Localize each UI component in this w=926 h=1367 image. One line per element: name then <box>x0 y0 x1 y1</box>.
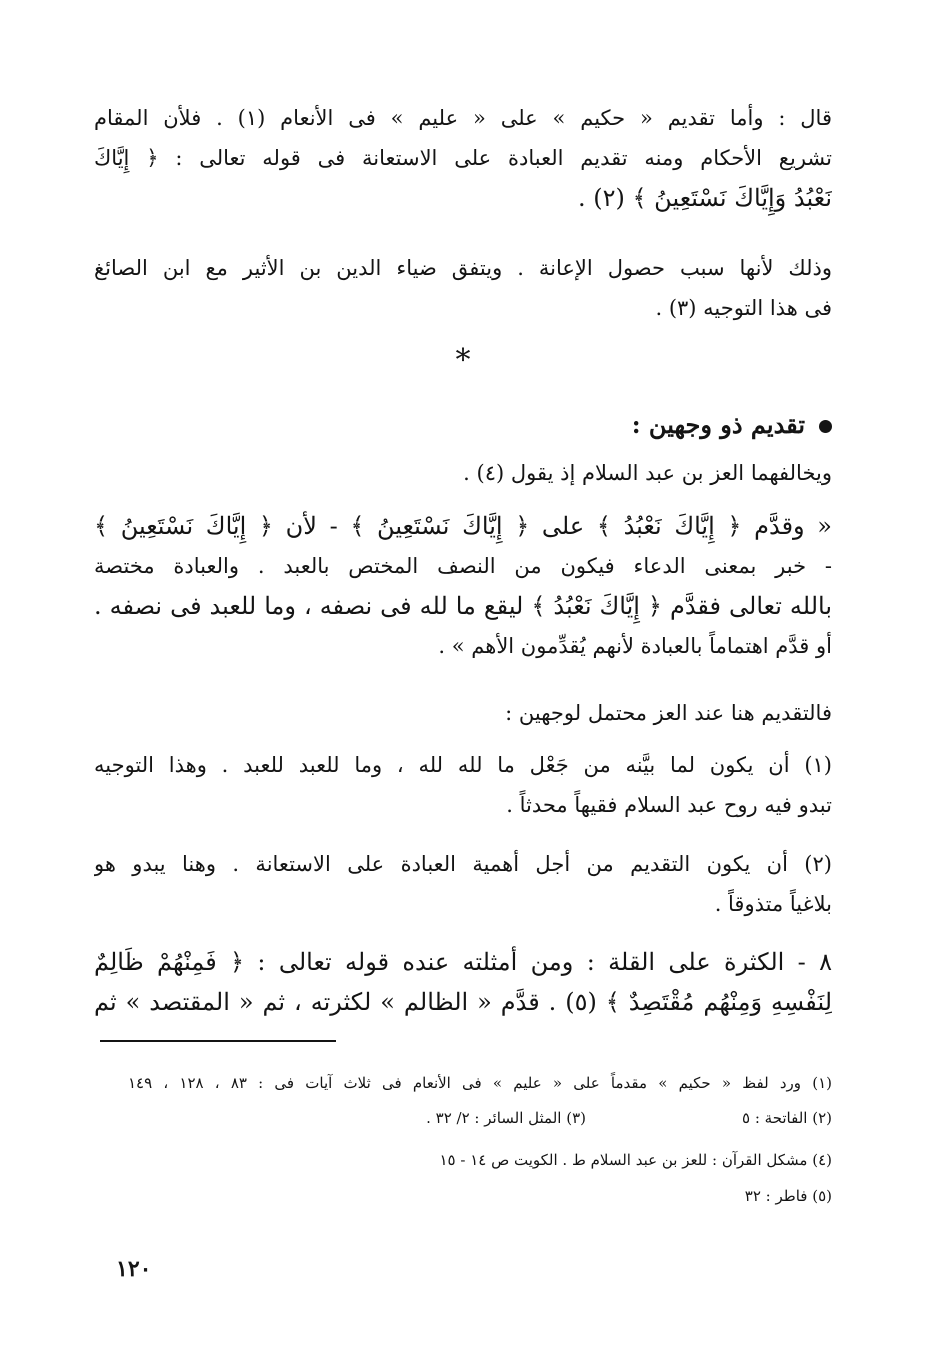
quran-verse-line: نَعْبُدُ وَإِيَّاكَ نَسْتَعِينُ ﴾ (٢) . <box>577 184 832 212</box>
text-line: - خبر بمعنى الدعاء فيكون من النصف المختص بالعبد . والعبادة مختصة <box>94 554 832 578</box>
footnote-separator <box>100 1040 336 1042</box>
paragraph-1 <box>94 98 832 218</box>
text-line: قال : وأما تقديم « حكيم » على « عليم » فى الأنعام (١) . فلأن المقام <box>94 106 832 130</box>
page-number: ١٢٠ <box>116 1256 152 1282</box>
text-line: تشريع الأحكام ومنه تقديم العبادة على الاستعانة فى قوله تعالى : ﴿ إِيَّاكَ <box>94 146 832 170</box>
heading-text: تقديم ذو وجهين : <box>631 410 805 439</box>
text-line: أو قدَّم اهتماماً بالعبادة لأنهم يُقدِّمون الأهم » . <box>438 634 832 658</box>
footnote-2: (٢) الفاتحة : ٥ <box>742 1109 832 1127</box>
bullet-icon <box>819 420 832 433</box>
text-line: ويخالفهما العز بن عبد السلام إذ يقول (٤) . <box>463 461 832 485</box>
text-line: تبدو فيه روح عبد السلام فقيهاً محدثاً . <box>506 793 832 817</box>
paragraph-8 <box>94 942 832 1022</box>
quotation-paragraph <box>94 506 832 666</box>
paragraph-2 <box>94 248 832 328</box>
text-line: فى هذا التوجيه (٣) . <box>655 296 832 320</box>
footnote-4: (٤) مشكل القرآن : للعز بن عبد السلام ط . الكويت ص ١٤ - ١٥ <box>439 1151 832 1169</box>
footnote-1: (١) ورد لفظ « حكيم » مقدماً على « عليم » فى الأنعام فى ثلاث آيات فى : ٨٣ ، ١٢٨ ، ١٤٩ <box>128 1074 832 1092</box>
section-separator-asterisk: * <box>455 343 471 378</box>
text-line: (١) أن يكون لما بيَّنه من جَعْل ما لله لله ، وما للعبد للعبد . وهذا التوجيه <box>94 753 832 777</box>
footnote-5: (٥) فاطر : ٣٢ <box>744 1187 832 1205</box>
text-line: بلاغياً متذوقاً . <box>714 892 832 916</box>
paragraph-7 <box>94 844 832 924</box>
quran-verse-line: لِنَفْسِهِ وَمِنْهُم مُقْتَصِدٌ ﴾ (٥) . قدَّم « الظالم » لكثرته ، ثم « المقتصد » ثم <box>94 988 832 1016</box>
text-line: فالتقديم هنا عند العز محتمل لوجهين : <box>505 701 832 725</box>
paragraph-3 <box>94 453 832 493</box>
text-line: (٢) أن يكون التقديم من أجل أهمية العبادة على الاستعانة . وهنا يبدو هو <box>94 852 832 876</box>
section-heading <box>632 405 832 445</box>
quran-verse-line: بالله تعالى فقدَّم ﴿ إِيَّاكَ نَعْبُدُ ﴾ ليقع ما لله فى نصفه ، وما للعبد فى نصفه . <box>94 592 832 620</box>
quran-verse-line: ٨ - الكثرة على القلة : ومن أمثلته عنده قوله تعالى : ﴿ فَمِنْهُمْ ظَالِمٌ <box>94 948 832 976</box>
footnote-3: (٣) المثل السائر : ٢/ ٣٢ . <box>426 1109 586 1127</box>
quran-verse-line: « وقدَّم ﴿ إِيَّاكَ نَعْبُدُ ﴾ على ﴿ إِيَّاكَ نَسْتَعِينُ ﴾ - لأن ﴿ إِيَّاكَ نَسْتَعِينُ ﴾ <box>94 512 832 540</box>
paragraph-5 <box>94 693 832 733</box>
paragraph-6 <box>94 745 832 825</box>
text-line: وذلك لأنها سبب حصول الإعانة . ويتفق ضياء الدين بن الأثير مع ابن الصائغ <box>94 256 832 280</box>
